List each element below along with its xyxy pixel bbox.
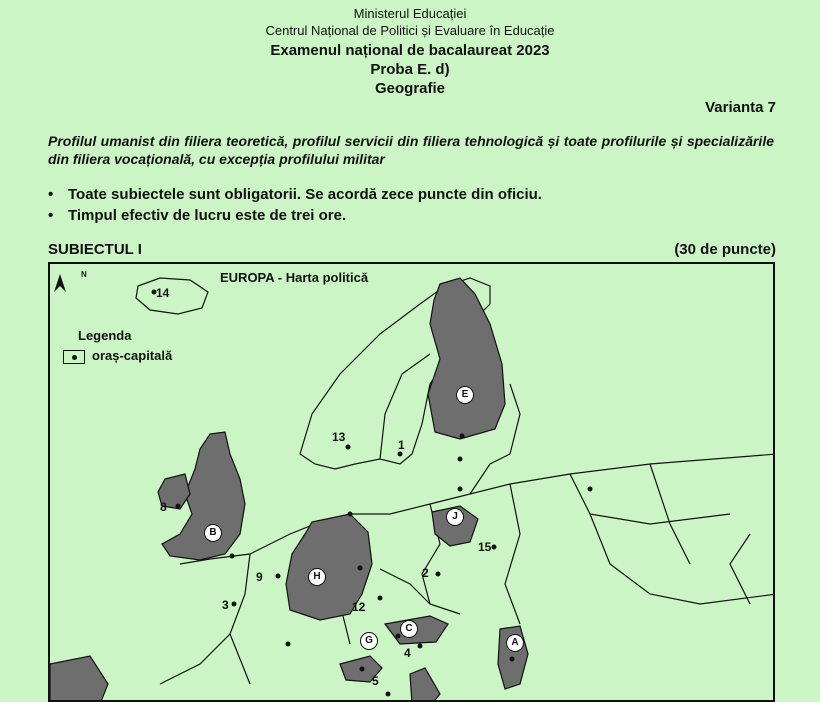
instruction-text: Toate subiectele sunt obligatorii. Se acordă zece puncte din oficiu. (68, 186, 542, 203)
map-title: EUROPA - Harta politică (220, 270, 369, 285)
map-number-label: 13 (332, 430, 346, 444)
instructions-list (48, 186, 542, 228)
map-number-label: 12 (352, 600, 366, 614)
map-letter-marker: C (400, 620, 418, 638)
map-letter-marker: H (308, 568, 326, 586)
section-points: (30 de puncte) (674, 241, 776, 258)
ministry-line: Ministerul Educației (353, 6, 467, 21)
exam-subject: Geografie (374, 80, 446, 97)
map-number-label: 15 (478, 540, 492, 554)
variant-label: Varianta 7 (705, 99, 776, 116)
instruction-text: Timpul efectiv de lucru este de trei ore. (68, 207, 347, 224)
map-letter-marker: E (456, 386, 474, 404)
map-letter-marker: J (446, 508, 464, 526)
map-number-label: 2 (422, 566, 429, 580)
europe-map (48, 262, 775, 702)
exam-proba: Proba E. d) (370, 61, 450, 78)
map-number-label: 1 (398, 438, 405, 452)
map-letter-marker: B (204, 524, 222, 542)
map-number-label: 3 (222, 598, 229, 612)
capital-city-icon (63, 350, 85, 364)
map-number-label: 5 (372, 674, 379, 688)
map-number-label: 14 (156, 286, 170, 300)
map-letter-marker: A (506, 634, 524, 652)
instruction-item: • Toate subiectele sunt obligatorii. Se acordă zece puncte din oficiu. (48, 186, 542, 203)
instruction-item: • Timpul efectiv de lucru este de trei ore. (48, 207, 347, 224)
exam-title: Examenul național de bacalaureat 2023 (270, 42, 550, 59)
section-title: SUBIECTUL I (48, 241, 142, 258)
map-number-label: 4 (404, 646, 411, 660)
center-line: Centrul Național de Politici și Evaluare în Educație (265, 23, 555, 38)
map-number-label: 8 (160, 500, 167, 514)
legend-title: Legenda (78, 328, 132, 343)
map-letter-marker: G (360, 632, 378, 650)
north-label: N (81, 270, 87, 279)
north-arrow-icon (50, 264, 70, 294)
map-number-label: 9 (256, 570, 263, 584)
profile-paragraph: Profilul umanist din filiera teoretică, profilul servicii din filiera tehnologică și toate profilurile și specializările din filiera vocațională, cu excepția profilului militar (48, 133, 774, 167)
legend-item-label: oraș-capitală (92, 348, 173, 363)
